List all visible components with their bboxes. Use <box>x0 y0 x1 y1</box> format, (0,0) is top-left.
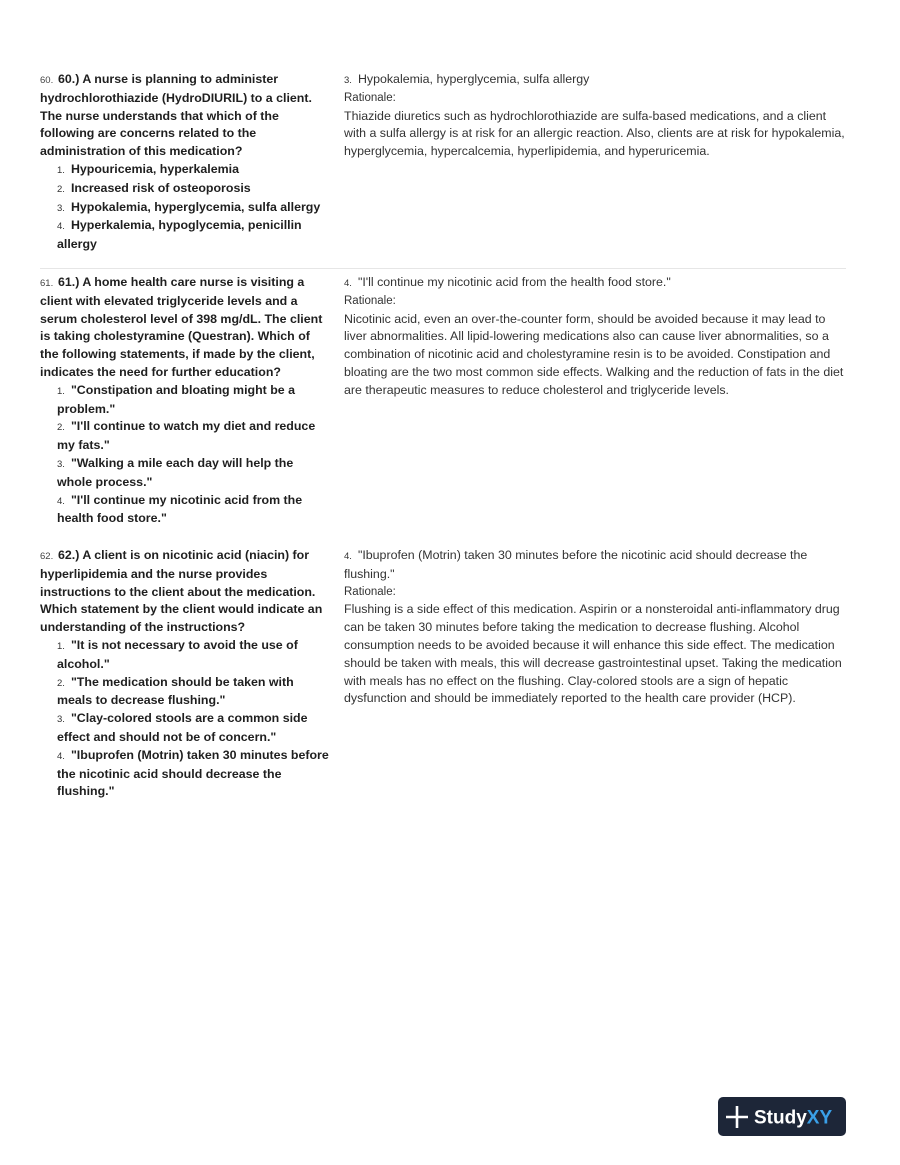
option-number: 4. <box>57 221 65 233</box>
option-text: Hyperkalemia, hypoglycemia, penicillin allergy <box>57 218 302 252</box>
options-list <box>40 637 330 801</box>
logo-text <box>754 1107 832 1128</box>
question-block-61 <box>40 274 846 542</box>
option-number: 3. <box>57 202 65 214</box>
option-item <box>57 217 330 254</box>
question-column <box>40 274 344 542</box>
rationale-text: Flushing is a side effect of this medication. Aspirin or a nonsteroidal anti-inflammatory drug can be taken 30 minutes before taking the medication to decrease flushing. Alcohol consumption needs to be avoided because it will enhance this side effect. The medication should be taken with meals, this will decrease gastrointestinal upset. Taking the medication with meals has no effect on the flushing. Clay-colored stools are a sign of hepatic dysfunction and should be immediately reported to the health care provider (HCP). <box>344 602 842 706</box>
option-text: "The medication should be taken with meals to decrease flushing." <box>57 674 294 708</box>
question-block-60 <box>40 71 846 269</box>
question-number: 62. <box>40 551 54 562</box>
option-item <box>57 674 330 711</box>
rationale-text: Nicotinic acid, even an over-the-counter form, should be avoided because it may lead to liver abnormalities. All lipid-lowering medications also can cause liver abnormalities, so a combination of nicotinic acid and cholestyramine resin is to be avoided. Constipation and bloating are the two most common side effects. Walking and the reduction of fats in the diet are therapeutic measures to reduce cholesterol and triglyceride levels. <box>344 311 844 397</box>
option-item <box>57 747 330 801</box>
options-list <box>40 382 330 528</box>
answer-number: 4. <box>344 551 352 562</box>
option-text: "Ibuprofen (Motrin) taken 30 minutes before the nicotinic acid should decrease the flushing." <box>57 747 329 799</box>
answer-column <box>344 547 846 819</box>
question-text: 62.) A client is on nicotinic acid (niacin) for hyperlipidemia and the nurse provides instructions to the client about the medication. Which statement by the client would indicate an understanding of the instructions? <box>40 548 323 635</box>
option-text: "It is not necessary to avoid the use of alcohol." <box>57 637 298 671</box>
option-text: Hypokalemia, hyperglycemia, sulfa allergy <box>70 199 321 214</box>
option-item <box>57 382 330 419</box>
option-item <box>57 180 330 199</box>
option-number: 3. <box>57 458 65 470</box>
option-number: 2. <box>57 677 65 689</box>
option-item <box>57 455 330 492</box>
option-number: 1. <box>57 640 65 652</box>
option-item <box>57 637 330 674</box>
question-number: 61. <box>40 278 54 289</box>
option-item <box>57 199 330 218</box>
logo-text-main: Study <box>754 1107 807 1128</box>
option-text: Hypouricemia, hyperkalemia <box>70 161 239 176</box>
answer-column <box>344 71 846 268</box>
question-column <box>40 71 344 268</box>
option-item <box>57 161 330 180</box>
options-list <box>40 161 330 254</box>
question-column <box>40 547 344 819</box>
studyxy-logo <box>718 1097 846 1136</box>
correct-answer <box>344 71 846 90</box>
question-block-62 <box>40 547 846 819</box>
question-text: 61.) A home health care nurse is visiting a client with elevated triglyceride levels and a serum cholesterol level of 398 mg/dL. The client is taking cholestyramine (Questran). Which of the following statements, if made by the client, indicates the need for further education? <box>40 275 323 379</box>
rationale-text: Thiazide diuretics such as hydrochlorothiazide are sulfa-based medications, and a client with a sulfa allergy is at risk for an allergic reaction. Also, clients are at risk for hypokalemia, hyperglycemia, hypercalcemia, hyperlipidemia, and hyperuricemia. <box>344 108 845 159</box>
option-number: 1. <box>57 164 65 176</box>
rationale-label: Rationale: <box>344 91 396 104</box>
option-number: 1. <box>57 385 65 397</box>
option-text: "Constipation and bloating might be a problem." <box>57 382 296 416</box>
option-item <box>57 710 330 747</box>
option-text: "I'll continue my nicotinic acid from the health food store." <box>57 492 303 526</box>
correct-answer <box>344 547 846 584</box>
plus-icon <box>726 1106 748 1128</box>
option-number: 2. <box>57 422 65 434</box>
answer-text: Hypokalemia, hyperglycemia, sulfa allergy <box>357 72 590 86</box>
rationale-label: Rationale: <box>344 585 396 598</box>
rationale-label: Rationale: <box>344 294 396 307</box>
option-number: 4. <box>57 750 65 762</box>
option-number: 2. <box>57 183 65 195</box>
answer-text: "I'll continue my nicotinic acid from the health food store." <box>357 275 671 289</box>
answer-column <box>344 274 846 542</box>
option-text: Increased risk of osteoporosis <box>70 180 251 195</box>
answer-text: "Ibuprofen (Motrin) taken 30 minutes before the nicotinic acid should decrease the flushing." <box>344 548 808 581</box>
option-text: "Walking a mile each day will help the whole process." <box>57 455 294 489</box>
question-number: 60. <box>40 75 54 86</box>
question-text: 60.) A nurse is planning to administer hydrochlorothiazide (HydroDIURIL) to a client. The nurse understands that which of the following are concerns related to the administration of this medication? <box>40 72 312 159</box>
option-number: 4. <box>57 495 65 507</box>
logo-graphic <box>726 1104 838 1130</box>
answer-number: 4. <box>344 278 352 289</box>
option-number: 3. <box>57 714 65 726</box>
option-item <box>57 418 330 455</box>
option-text: "I'll continue to watch my diet and reduce my fats." <box>57 419 316 453</box>
logo-text-accent: XY <box>806 1107 833 1128</box>
option-item <box>57 492 330 529</box>
option-text: "Clay-colored stools are a common side effect and should not be of concern." <box>57 711 308 744</box>
correct-answer <box>344 274 846 293</box>
answer-number: 3. <box>344 75 352 86</box>
